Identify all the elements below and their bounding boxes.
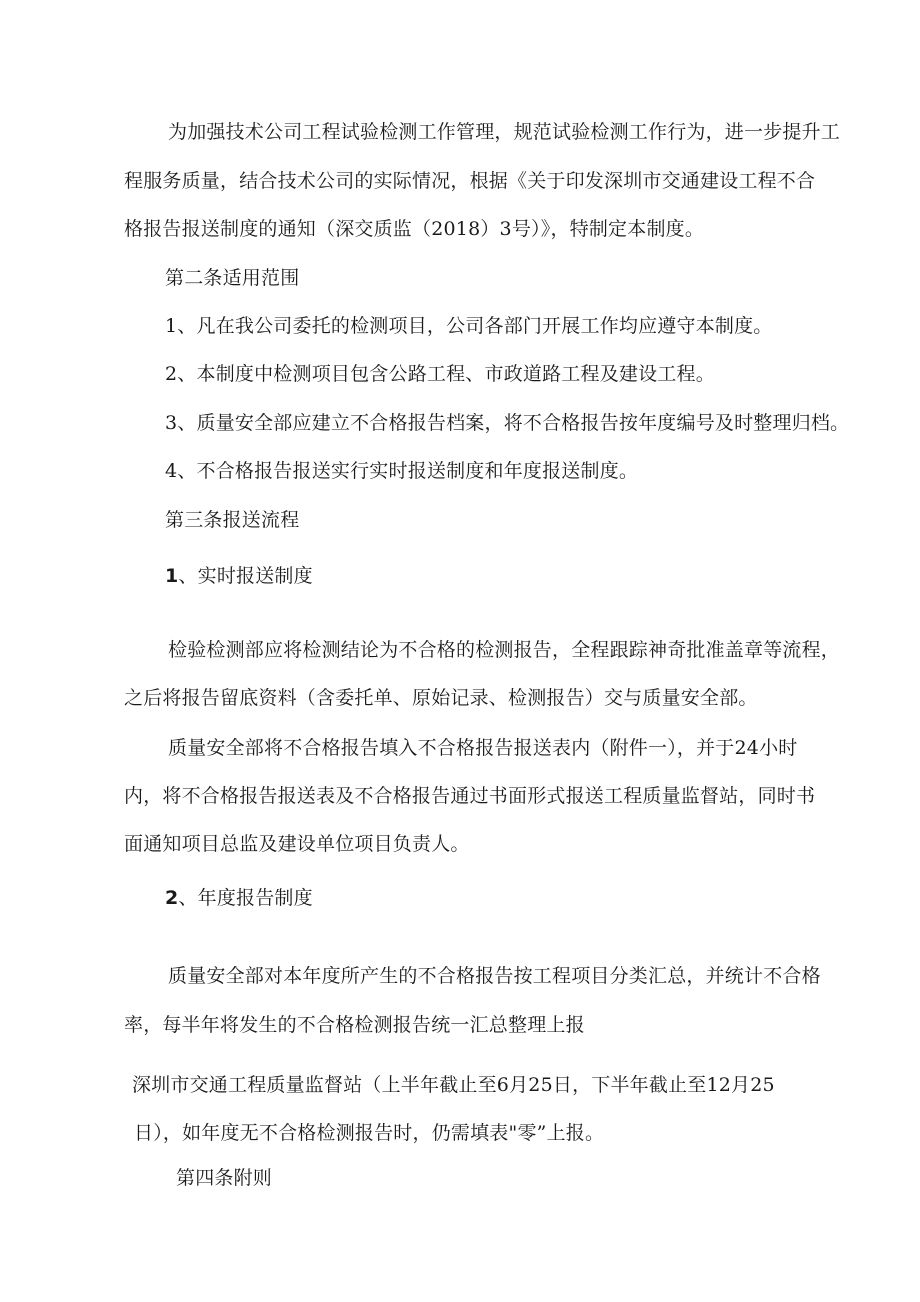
article-2-item-2: 2、本制度中检测项目包含公路工程、市政道路工程及建设工程。 (165, 363, 715, 385)
section-2-heading (165, 886, 313, 910)
article-4-title: 第四条附则 (176, 1167, 273, 1189)
article-3-title: 第三条报送流程 (165, 509, 300, 531)
section-2-title: 、年度报告制度 (178, 887, 313, 909)
section-1-p1-line-2: 之后将报告留底资料（含委托单、原始记录、检测报告）交与质量安全部。 (124, 687, 758, 709)
section-2-p2-line-1: 深圳市交通工程质量监督站（上半年截止至6月25日，下半年截止至12月25 (132, 1074, 775, 1096)
section-1-heading (165, 564, 313, 588)
section-1-p1-line-1: 检验检测部应将检测结论为不合格的检测报告，全程跟踪神奇批准盖章等流程， (168, 639, 841, 661)
section-1-p2-line-2: 内，将不合格报告报送表及不合格报告通过书面形式报送工程质量监督站，同时书 (124, 785, 816, 807)
article-2-item-3: 3、质量安全部应建立不合格报告档案，将不合格报告按年度编号及时整理归档。 (165, 412, 850, 434)
section-1-title: 、实时报送制度 (178, 565, 313, 587)
section-1-p2-line-3: 面通知项目总监及建设单位项目负责人。 (124, 833, 470, 855)
intro-line-2: 程服务质量，结合技术公司的实际情况，根据《关于印发深圳市交通建设工程不合 (124, 170, 816, 192)
section-2-p1-line-1: 质量安全部对本年度所产生的不合格报告按工程项目分类汇总，并统计不合格 (168, 965, 821, 987)
section-2-number: 2 (165, 887, 179, 909)
section-1-number: 1 (165, 565, 179, 587)
article-2-item-4: 4、不合格报告报送实行实时报送制度和年度报送制度。 (165, 460, 639, 482)
section-2-p2-line-2: 日），如年度无不合格检测报告时，仍需填表"零”上报。 (134, 1122, 605, 1144)
intro-line-3: 格报告报送制度的通知（深交质监（2018）3号）》，特制定本制度。 (124, 218, 705, 240)
article-2-title: 第二条适用范围 (165, 267, 300, 289)
article-2-item-1: 1、凡在我公司委托的检测项目，公司各部门开展工作均应遵守本制度。 (165, 315, 773, 337)
section-1-p2-line-1: 质量安全部将不合格报告填入不合格报告报送表内（附件一），并于24小时 (168, 737, 798, 759)
section-2-p1-line-2: 率，每半年将发生的不合格检测报告统一汇总整理上报 (124, 1014, 585, 1036)
intro-line-1: 为加强技术公司工程试验检测工作管理，规范试验检测工作行为，进一步提升工 (168, 121, 841, 143)
